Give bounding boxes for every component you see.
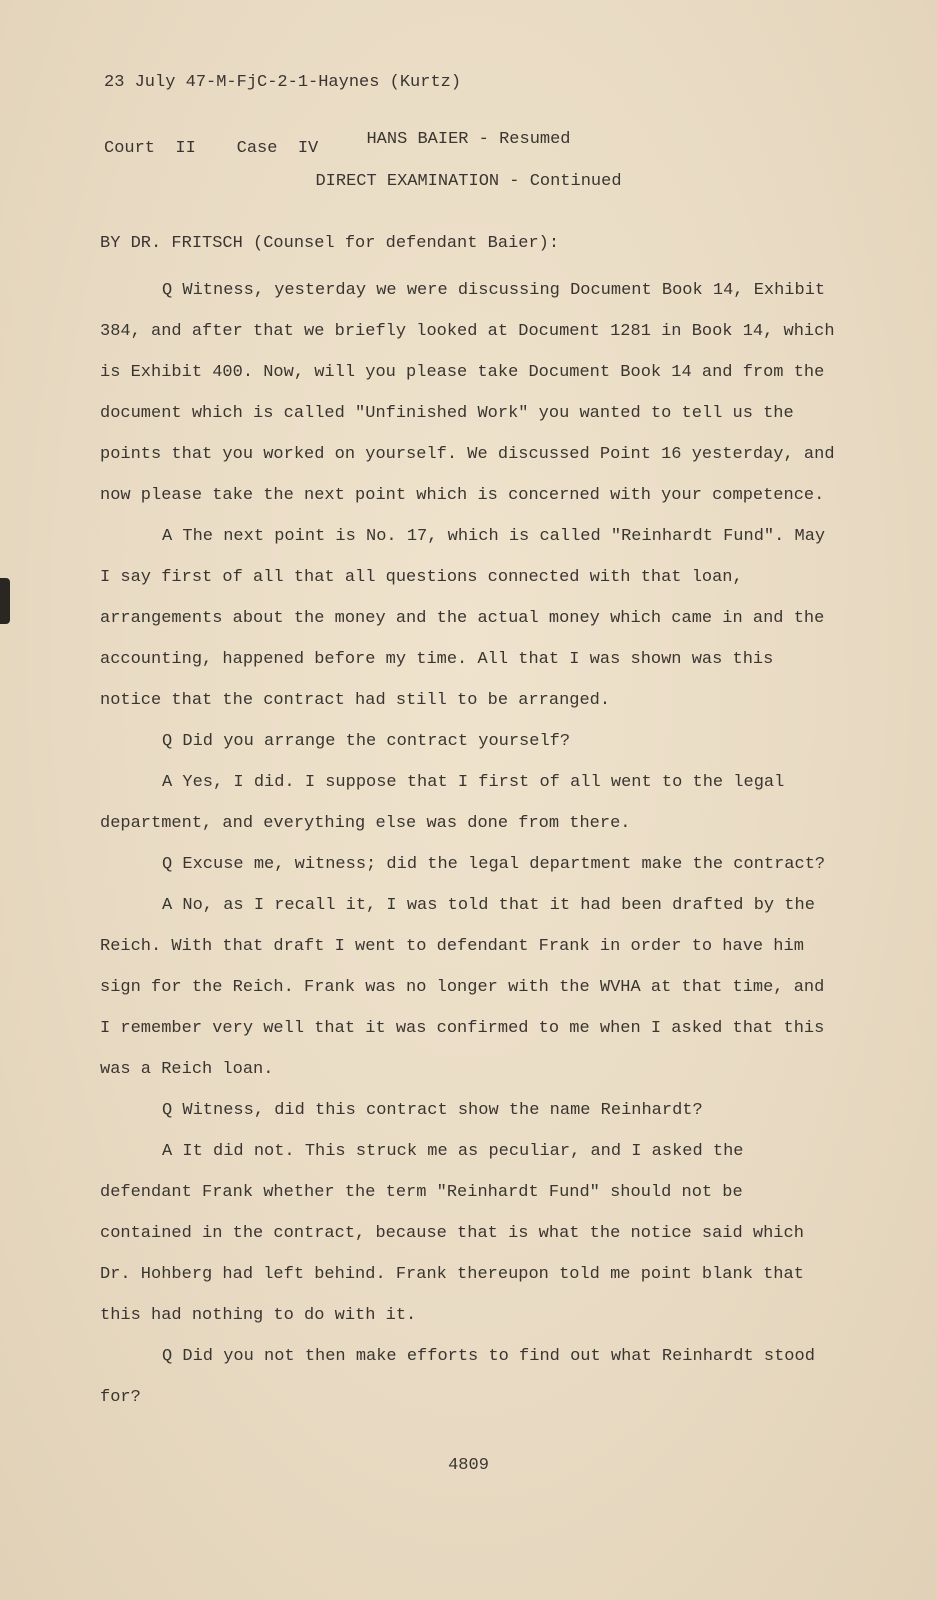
testimony-paragraph: A No, as I recall it, I was told that it had been drafted by the Reich. With that draft I went to defendant Frank in order to have him sign for the Reich. Frank was no longer with the WVHA at that time, and I remember very well that it was confirmed to me when I asked that this was a Reich loan. — [100, 896, 825, 1079]
testimony-paragraph: Q Witness, yesterday we were discussing Document Book 14, Exhibit 384, and after that we briefly looked at Document 1281 in Book 14, which is Exhibit 400. Now, will you please take Document Book 14 and from the document which is called "Unfinished Work" you wanted to tell us the points that you worked on yourself. We discussed Point 16 yesterday, and now please take the next point which is concerned with your competence. — [100, 281, 835, 505]
testimony-paragraph: Q Excuse me, witness; did the legal department make the contract? — [162, 855, 826, 874]
header-line-date: 23 July 47-M-FjC-2-1-Haynes (Kurtz) — [104, 73, 462, 92]
binding-mark — [0, 578, 10, 624]
testimony-paragraph: Q Did you not then make efforts to find out what Reinhardt stood for? — [100, 1347, 815, 1407]
counsel-line: BY DR. FRITSCH (Counsel for defendant Baier): — [100, 234, 560, 253]
testimony-paragraph: A It did not. This struck me as peculiar, and I asked the defendant Frank whether the term "Reinhardt Fund" should not be contained in the contract, because that is what the notice said which Dr. Hohberg had left behind. Frank thereupon told me point blank that this had nothing to do with it. — [100, 1142, 804, 1325]
page-number: 4809 — [448, 1456, 489, 1475]
examination-title: DIRECT EXAMINATION - Continued — [315, 172, 622, 191]
testimony-body — [100, 270, 840, 1418]
testimony-paragraph: A Yes, I did. I suppose that I first of all went to the legal department, and everything else was done from there. — [100, 773, 785, 833]
witness-title: HANS BAIER - Resumed — [366, 130, 571, 149]
header-line-court: Court II Case IV — [104, 139, 319, 158]
testimony-paragraph: Q Witness, did this contract show the name Reinhardt? — [162, 1101, 703, 1120]
testimony-paragraph: A The next point is No. 17, which is called "Reinhardt Fund". May I say first of all that all questions connected with that loan, arrangements about the money and the actual money which came in and the accounting, happened before my time. All that I was shown was this notice that the contract had still to be arranged. — [100, 527, 826, 710]
testimony-paragraph: Q Did you arrange the contract yourself? — [162, 732, 571, 751]
